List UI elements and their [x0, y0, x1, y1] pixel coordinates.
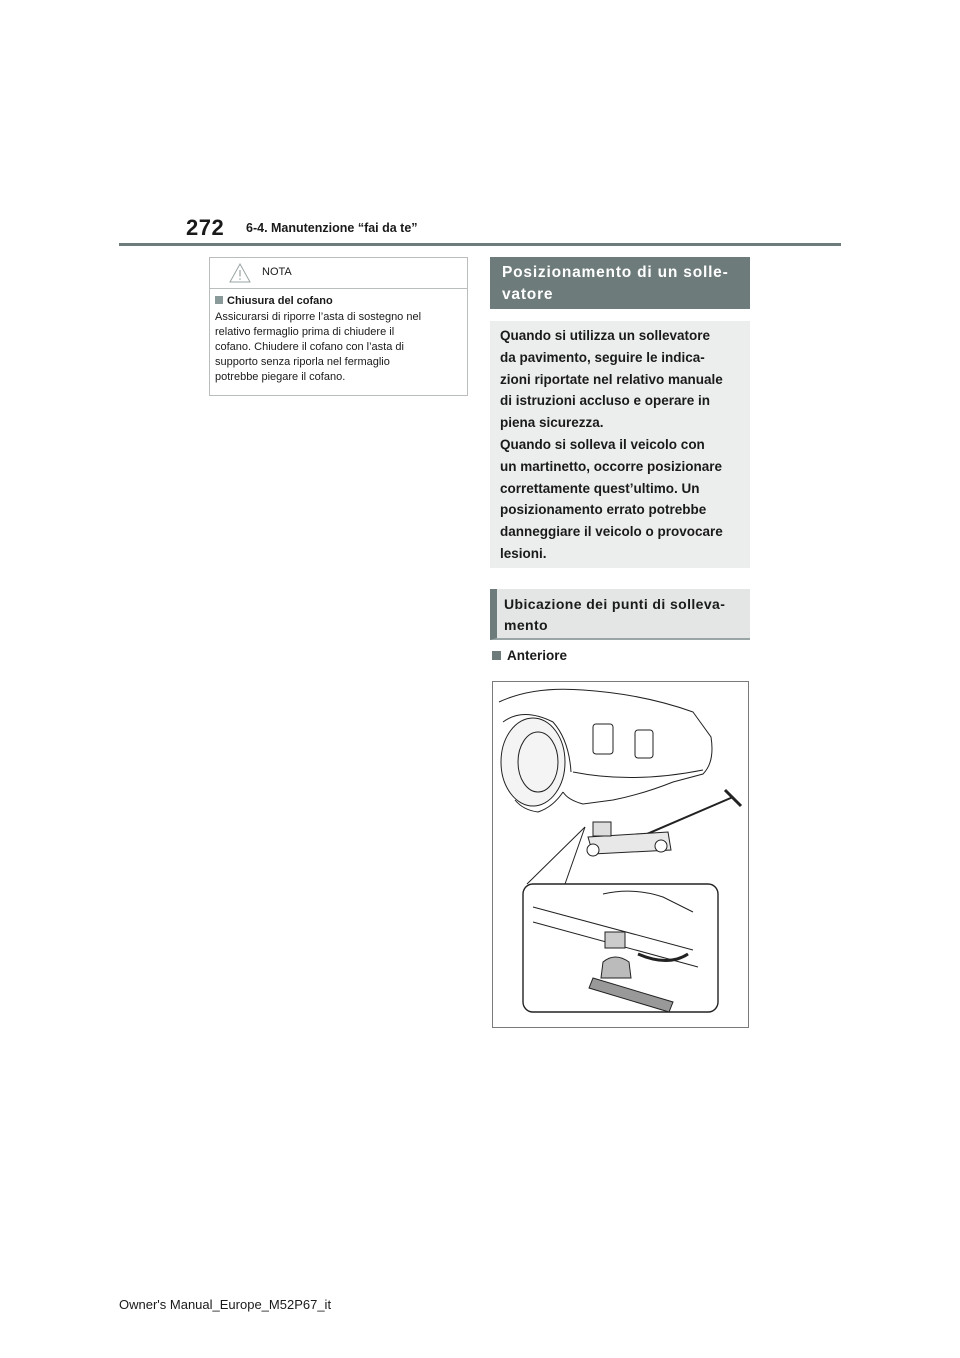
note-line: supporto senza riporla nel fermaglio — [215, 356, 390, 368]
note-body — [210, 289, 467, 385]
note-box — [209, 257, 468, 396]
warning-triangle-icon — [229, 263, 251, 283]
note-label: NOTA — [262, 266, 292, 278]
intro-line: lesioni. — [500, 545, 547, 561]
jack-saddle — [593, 822, 611, 836]
intro-line: danneggiare il veicolo o provocare — [500, 524, 723, 540]
bumper-lip — [573, 770, 703, 778]
note-text — [215, 310, 463, 385]
section-title: 6-4. Manutenzione “fai da te” — [246, 221, 418, 235]
inset-lift-point — [605, 932, 625, 948]
leader-line — [565, 827, 585, 884]
note-line: Assicurarsi di riporre l’asta di sostegno nel — [215, 311, 422, 323]
heading-line: mento — [504, 617, 548, 633]
heading-line: Ubicazione dei punti di solleva- — [504, 596, 726, 612]
header-rule — [119, 243, 841, 246]
footer-text: Owner's Manual_Europe_M52P67_it — [119, 1297, 332, 1312]
jack-section-heading — [490, 257, 750, 309]
jack-illustration — [492, 681, 749, 1028]
square-bullet-icon — [215, 296, 223, 304]
front-subheading — [492, 648, 567, 663]
intro-line: posizionamento errato potrebbe — [500, 502, 707, 518]
intro-line: di istruzioni accluso e operare in — [500, 393, 711, 409]
note-subheading-text: Chiusura del cofano — [227, 295, 333, 307]
intro-line: correttamente quest’ultimo. Un — [500, 480, 700, 496]
inset-jack-saddle — [601, 957, 631, 978]
heading-line: vatore — [502, 286, 554, 303]
note-line: cofano. Chiudere il cofano con l’asta di — [215, 341, 404, 353]
intro-line: Quando si utilizza un sollevatore — [500, 328, 711, 343]
intro-box — [490, 321, 750, 568]
note-line: relativo fermaglio prima di chiudere il — [215, 326, 395, 338]
fog-light-housing — [635, 730, 653, 758]
intro-line: Quando si solleva il veicolo con — [500, 436, 705, 452]
jack-wheel — [587, 844, 599, 856]
intro-text — [500, 325, 742, 565]
intro-line: piena sicurezza. — [500, 415, 604, 431]
page-number: 272 — [186, 215, 225, 240]
wheel — [501, 718, 565, 806]
jack-handle-grip — [725, 790, 741, 806]
square-bullet-icon — [492, 651, 501, 660]
intro-line: da pavimento, seguire le indica- — [500, 349, 705, 365]
note-subheading — [215, 295, 463, 307]
intro-line: un martinetto, occorre posizionare — [500, 458, 723, 474]
note-line: potrebbe piegare il cofano. — [215, 371, 346, 383]
jack-wheel — [655, 840, 667, 852]
intro-line: zioni riportate nel relativo manuale — [500, 371, 723, 387]
note-header — [210, 258, 467, 289]
leader-line — [527, 827, 585, 884]
lift-points-heading — [490, 589, 750, 640]
heading-line: Posizionamento di un solle- — [502, 264, 729, 281]
jack-illustration-drawing — [493, 682, 748, 1027]
front-label: Anteriore — [507, 648, 568, 663]
grille-opening — [593, 724, 613, 754]
